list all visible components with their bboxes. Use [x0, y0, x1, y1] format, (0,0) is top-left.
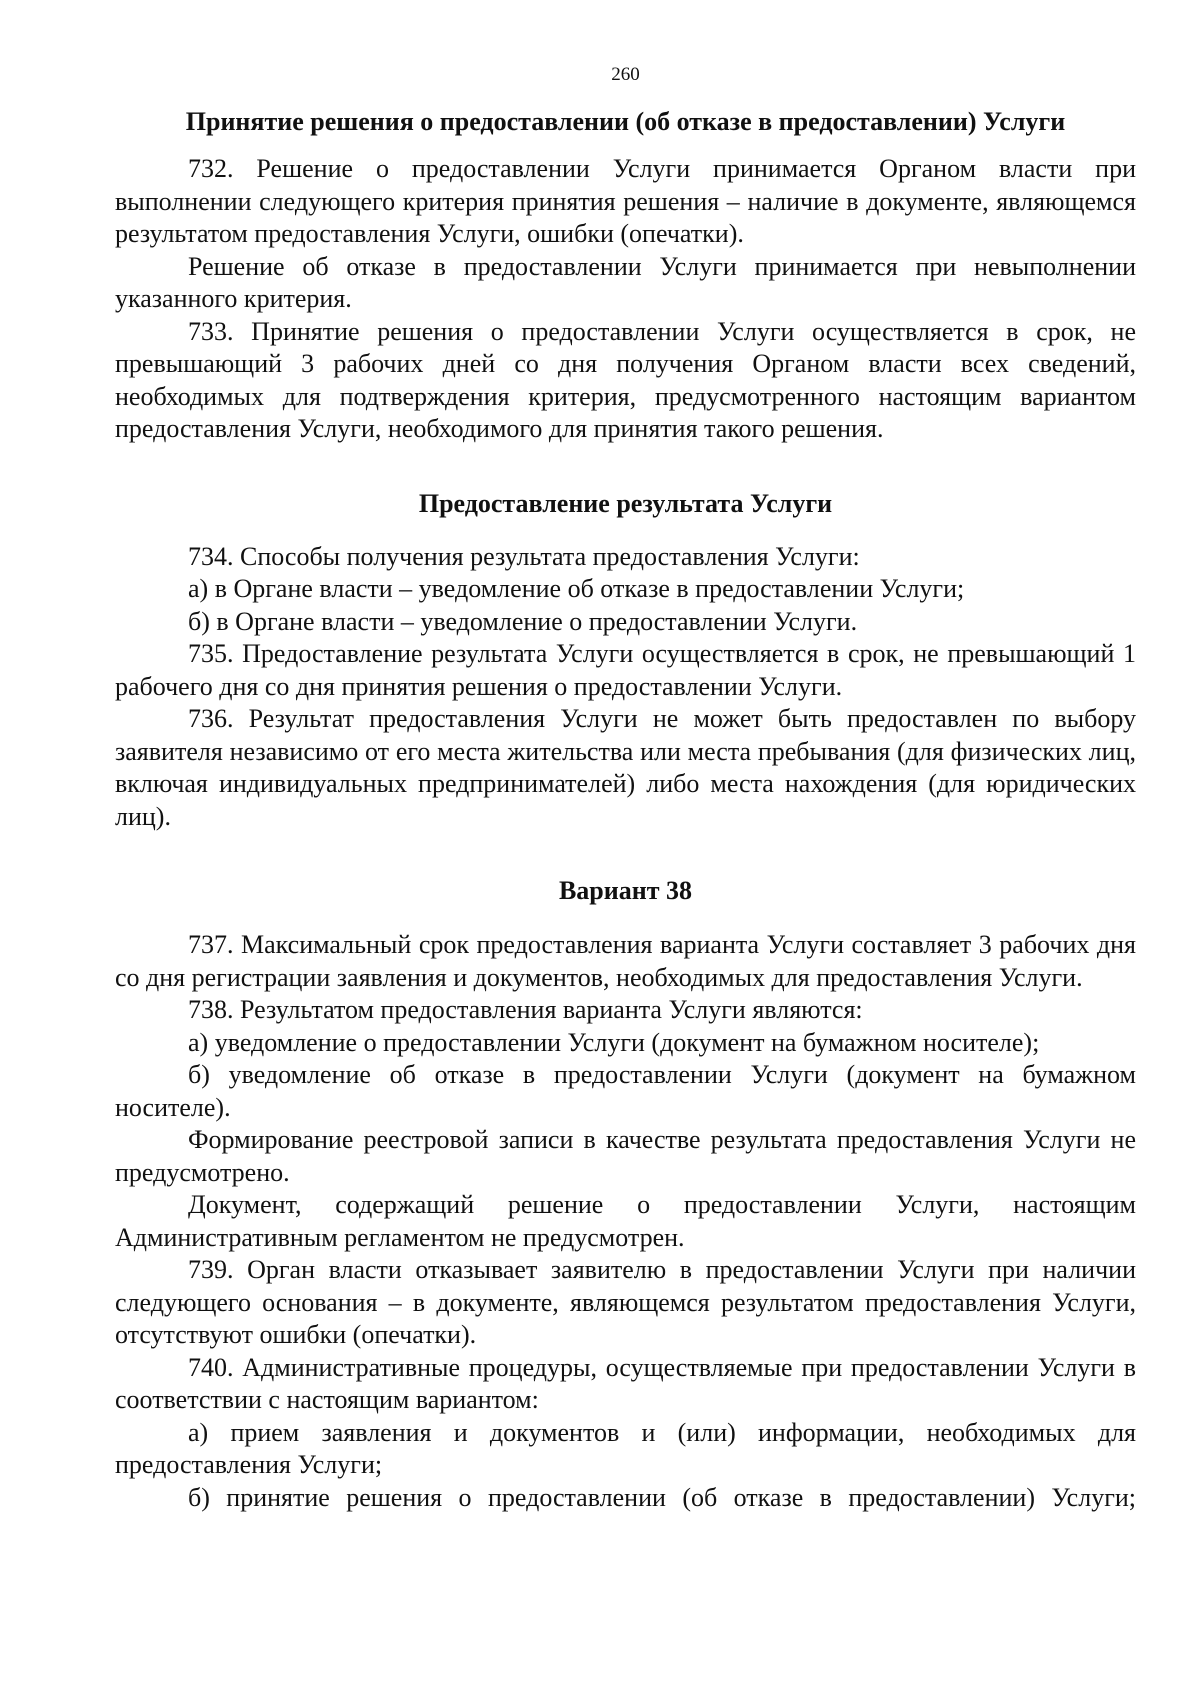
- paragraph-737: 737. Максимальный срок предоставления варианта Услуги составляет 3 рабочих дня со дня регистрации заявления и документов, необходимых для предоставления Услуги.: [115, 930, 1136, 992]
- paragraph-736: 736. Результат предоставления Услуги не может быть предоставлен по выбору заявителя независимо от его места жительства или места пребывания (для физических лиц, включая индивидуальных предпринимателей) либо места нахождения (для юридических лиц).: [115, 704, 1136, 831]
- paragraph-740: 740. Административные процедуры, осуществляемые при предоставлении Услуги в соответствии с настоящим вариантом:: [115, 1352, 1136, 1414]
- paragraph-735: 735. Предоставление результата Услуги осуществляется в срок, не превышающий 1 рабочего дня со дня принятия решения о предоставлении Услуги.: [115, 639, 1136, 701]
- paragraph-740-b: б) принятие решения о предоставлении (об отказе в предоставлении) Услуги;: [188, 1482, 1136, 1512]
- paragraph-refusal-decision: Решение об отказе в предоставлении Услуги принимается при невыполнении указанного критерия.: [115, 251, 1136, 313]
- paragraph-decision-document: Документ, содержащий решение о предоставлении Услуги, настоящим Административным регламентом не предусмотрен.: [115, 1190, 1136, 1252]
- paragraph-738-a: а) уведомление о предоставлении Услуги (документ на бумажном носителе);: [188, 1027, 1040, 1057]
- section-heading-variant: Вариант 38: [558, 876, 693, 905]
- paragraph-740-a: а) прием заявления и документов и (или) информации, необходимых для предоставления Услуги;: [115, 1417, 1136, 1479]
- paragraph-739: 739. Орган власти отказывает заявителю в предоставлении Услуги при наличии следующего основания – в документе, являющемся результатом предоставления Услуги, отсутствуют ошибки (опечатки).: [115, 1255, 1136, 1349]
- paragraph-734-b: б) в Органе власти – уведомление о предоставлении Услуги.: [188, 606, 858, 636]
- paragraph-registry-record: Формирование реестровой записи в качестве результата предоставления Услуги не предусмотрено.: [115, 1125, 1136, 1187]
- paragraph-738: 738. Результатом предоставления варианта Услуги являются:: [188, 995, 863, 1024]
- section-heading-decision: Принятие решения о предоставлении (об отказе в предоставлении) Услуги: [185, 107, 1066, 136]
- paragraph-738-b: б) уведомление об отказе в предоставлении Услуги (документ на бумажном носителе).: [115, 1060, 1136, 1122]
- paragraph-732: 732. Решение о предоставлении Услуги принимается Органом власти при выполнении следующего критерия принятия решения – наличие в документе, являющемся результатом предоставления Услуги, ошибки (опечатки).: [115, 154, 1136, 248]
- page-number: 260: [611, 64, 640, 85]
- paragraph-734-a: а) в Органе власти – уведомление об отказе в предоставлении Услуги;: [188, 574, 965, 603]
- section-heading-result: Предоставление результата Услуги: [418, 488, 833, 518]
- paragraph-733: 733. Принятие решения о предоставлении Услуги осуществляется в срок, не превышающий 3 рабочих дней со дня получения Органом власти всех сведений, необходимых для подтверждения критерия, предусмотренного настоящим вариантом предоставления Услуги, необходимого для принятия такого решения.: [115, 316, 1136, 443]
- paragraph-734: 734. Способы получения результата предоставления Услуги:: [188, 541, 860, 571]
